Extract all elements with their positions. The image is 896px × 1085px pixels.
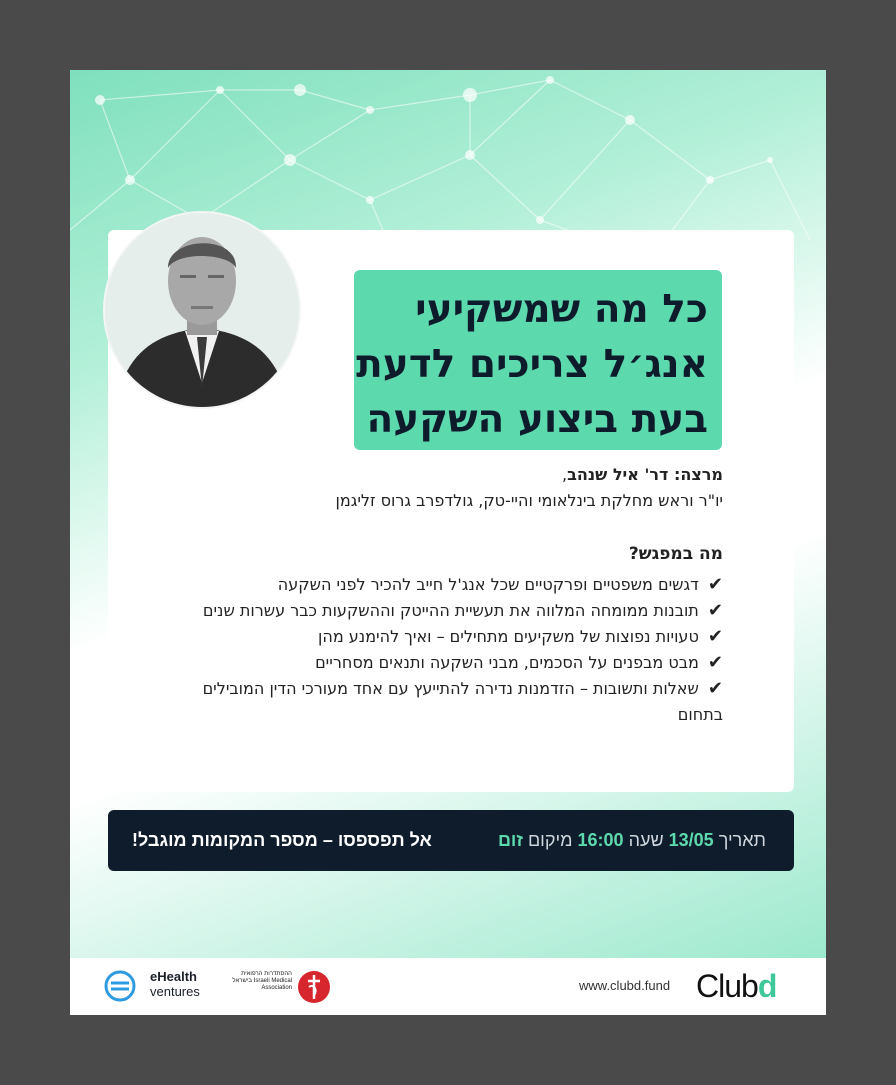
event-title [354,270,722,450]
place-value: זום [497,830,523,850]
check-icon: ✔ [707,626,723,647]
event-details [183,462,723,728]
agenda-item-text: תובנות ממומחה המלווה את תעשיית ההייטק וההשקעות כבר עשרות שנים [202,601,699,620]
date-value: 13/05 [668,830,714,850]
agenda-item-text: דגשים משפטיים ופרקטיים שכל אנג'ל חייב להכיר לפני השקעה [277,575,699,594]
check-icon: ✔ [707,652,723,673]
cta-text: אל תפספסו – מספר המקומות מוגבל! [132,830,432,850]
clubd-logo-main: Club [696,968,758,1004]
agenda-item [183,624,723,650]
presenter-role: יו"ר וראש מחלקת בינלאומי והיי-טק, גולדפרב גרוס זליגמן [335,491,723,510]
agenda-item [183,572,723,598]
agenda-item [183,598,723,624]
agenda-item-text: מבט מבפנים על הסכמים, מבני השקעה ותנאים מסחריים [315,653,699,672]
event-schedule [498,810,766,871]
date-label: תאריך [718,830,766,850]
agenda-item-text: טעויות נפוצות של משקיעים מתחילים – ואיך להימנע מהן [318,627,699,646]
place-label: מיקום [527,830,573,850]
footer-logos [70,958,826,1015]
ehealth-name: eHealth [150,969,197,984]
title-line-2: אנג׳ל צריכים לדעת [356,342,708,387]
ima-logo [222,969,332,1005]
clubd-logo [696,966,776,1006]
check-icon: ✔ [707,574,723,595]
agenda-item [183,650,723,676]
presenter-name: מרצה: דר' איל שנהב [567,465,723,484]
title-line-3: בעת ביצוע השקעה [366,397,708,442]
agenda-item [183,676,723,728]
ima-text: ההסתדרות הרפואית בישראל Israeli Medical Association [232,971,292,991]
ima-emblem-icon [296,969,332,1005]
title-line-1: כל מה שמשקיעי [415,287,708,332]
presenter-name-line [183,462,723,488]
clubd-logo-d: d [757,968,777,1004]
website-url: www.clubd.fund [579,978,671,993]
agenda-heading: מה במפגש? [628,544,723,564]
time-label: שעה [628,830,664,850]
ehealth-wordmark [150,969,200,999]
ehealth-logo-icon [104,970,136,1002]
event-info-bar [108,810,794,871]
event-poster [70,70,826,1015]
presenter-name-comma: , [562,465,568,484]
agenda-item-text: שאלות ותשובות – הזדמנות נדירה להתייעץ עם אחד מעורכי הדין המובילים בתחום [202,679,723,724]
presenter-photo [103,211,301,409]
agenda-list [183,572,723,728]
time-value: 16:00 [577,830,624,850]
check-icon: ✔ [707,600,723,621]
check-icon: ✔ [707,678,723,699]
ehealth-sub: ventures [150,984,200,999]
